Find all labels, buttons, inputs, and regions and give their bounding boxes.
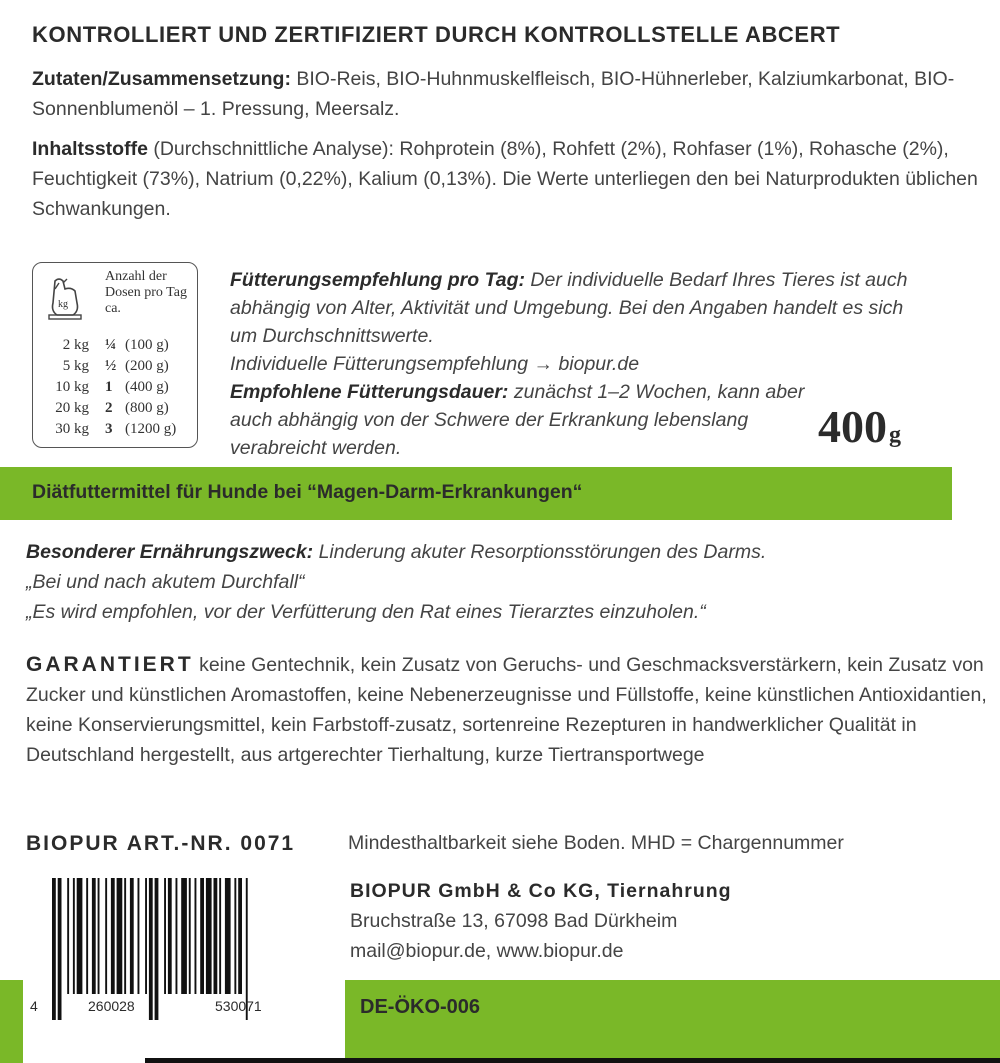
barcode-bar	[92, 878, 96, 994]
feeding-label: Fütterungsempfehlung pro Tag:	[230, 269, 526, 291]
article-number: BIOPUR ART.-NR. 0071	[26, 832, 296, 855]
feeding-table	[32, 262, 198, 448]
barcode-bar	[176, 878, 178, 994]
barcode-bar	[145, 878, 147, 994]
analysis-paragraph	[32, 134, 992, 224]
dog-scale-icon	[45, 275, 85, 321]
barcode-digit-prefix: 4	[30, 998, 38, 1014]
barcode-bar	[168, 878, 172, 994]
barcode-bar	[117, 878, 123, 994]
duration-label: Empfohlene Fütterungsdauer:	[230, 381, 509, 403]
best-before-note: Mindesthaltbarkeit siehe Boden. MHD = Chargennummer	[348, 832, 844, 854]
ingredients-paragraph	[32, 64, 982, 124]
net-weight-value: 400	[818, 401, 887, 452]
bottom-rule	[145, 1058, 1000, 1063]
guarantee-label: GARANTIERT	[26, 653, 194, 676]
company-info	[350, 876, 732, 966]
barcode-bar	[86, 878, 88, 994]
company-address: Bruchstraße 13, 67098 Bad Dürkheim	[350, 910, 678, 932]
barcode-bar	[181, 878, 187, 994]
barcode-bar	[195, 878, 197, 994]
barcode-bar	[111, 878, 115, 994]
ingredients-text: BIO-Reis, BIO-Huhnmuskelfleisch, BIO-Hühnerleber, Kalziumkarbonat, BIO-Sonnenblumenöl – 1. Pressung, Meersalz.	[32, 68, 955, 120]
purpose-text: Linderung akuter Resorptionsstörungen des Darms.	[313, 541, 767, 563]
barcode-bar	[155, 878, 159, 1020]
barcode-bar	[219, 878, 221, 994]
feeding-row: 10 kg 1 (400 g)	[55, 379, 169, 395]
duration-text: zunächst 1–2 Wochen, kann aber auch abhängig von der Schwere der Erkrankung lebenslang verabreicht werden.	[230, 381, 805, 459]
guarantee-text: keine Gentechnik, kein Zusatz von Geruchs- und Geschmacksverstärkern, kein Zusatz von Zucker und künstlichen Aromastoffen, keine Nebenerzeugnisse und Füllstoffe, keine künstlichen Antioxidantien, keine Konservierungsmittel, kein Farbstoff-zusatz, sortenreine Rezepturen in handwerklicher Qualität in Deutschland hergestellt, aus artgerechter Tierhaltung, kurze Tiertransportwege	[26, 654, 987, 766]
purpose-label: Besonderer Ernährungszweck:	[26, 541, 314, 563]
barcode-bar	[52, 878, 56, 1020]
feeding-row: 20 kg 2 (800 g)	[55, 400, 169, 416]
feeding-table-header: Anzahl der Dosen pro Tag ca.	[105, 269, 187, 316]
feeding-table-rows	[41, 335, 176, 440]
diet-banner-text: Diätfuttermittel für Hunde bei “Magen-Darm-Erkrankungen“	[32, 481, 583, 503]
analysis-text: (Durchschnittliche Analyse): Rohprotein (8%), Rohfett (2%), Rohfaser (1%), Rohasche (2%), Feuchtigkeit (73%), Natrium (0,22%), Kalium (0,13%). Die Werte unterliegen den bei Naturprodukten üblichen Schwankungen.	[32, 138, 978, 220]
barcode-bar	[130, 878, 134, 994]
feeding-text: Der individuelle Bedarf Ihres Tieres ist auch abhängig von Alter, Aktivität und Umgebung. Bei den Angaben handelt es sich um Durchschnittswerte.	[230, 269, 908, 347]
purpose-quote-1: „Bei und nach akutem Durchfall“	[26, 571, 305, 593]
barcode-bar	[225, 878, 231, 994]
icon-kg-label: kg	[58, 299, 68, 310]
barcode-bar	[234, 878, 236, 994]
barcode-bar	[98, 878, 100, 994]
barcode-digits-left: 260028	[88, 998, 135, 1014]
company-name: BIOPUR GmbH & Co KG, Tiernahrung	[350, 880, 732, 902]
net-weight-unit: g	[889, 422, 901, 448]
barcode-bar	[206, 878, 212, 994]
feeding-link-line: Individuelle Fütterungsempfehlung → biopur.de	[230, 353, 640, 375]
guarantee-paragraph	[26, 650, 992, 770]
feeding-row: 2 kg ¼ (100 g)	[62, 337, 169, 353]
barcode-bar	[67, 878, 69, 994]
barcode-bar	[138, 878, 140, 994]
barcode-bar	[73, 878, 75, 994]
barcode-bar	[105, 878, 107, 994]
barcode-bar	[149, 878, 153, 1020]
barcode-bar	[164, 878, 166, 994]
barcode-bar	[238, 878, 242, 994]
feeding-row: 30 kg 3 (1200 g)	[55, 421, 177, 437]
barcode-bar	[77, 878, 83, 994]
barcode-bar	[58, 878, 62, 1020]
barcode-bar	[189, 878, 191, 994]
company-contact: mail@biopur.de, www.biopur.de	[350, 940, 624, 962]
net-weight	[818, 400, 901, 453]
purpose-paragraph	[26, 537, 976, 627]
barcode-bar	[214, 878, 218, 994]
certification-heading: KONTROLLIERT UND ZERTIFIZIERT DURCH KONTROLLSTELLE ABCERT	[32, 22, 841, 47]
ingredients-label: Zutaten/Zusammensetzung:	[32, 68, 291, 90]
analysis-label: Inhaltsstoffe	[32, 138, 148, 160]
eco-control-code: DE-ÖKO-006	[360, 996, 481, 1018]
purpose-quote-2: „Es wird empfohlen, vor der Verfütterung den Rat eines Tierarztes einzuholen.“	[26, 601, 706, 623]
barcode-bar	[200, 878, 204, 994]
barcode-bar	[124, 878, 126, 994]
feeding-row: 5 kg ½ (200 g)	[62, 358, 169, 374]
barcode-digits-right: 530071	[215, 998, 262, 1014]
